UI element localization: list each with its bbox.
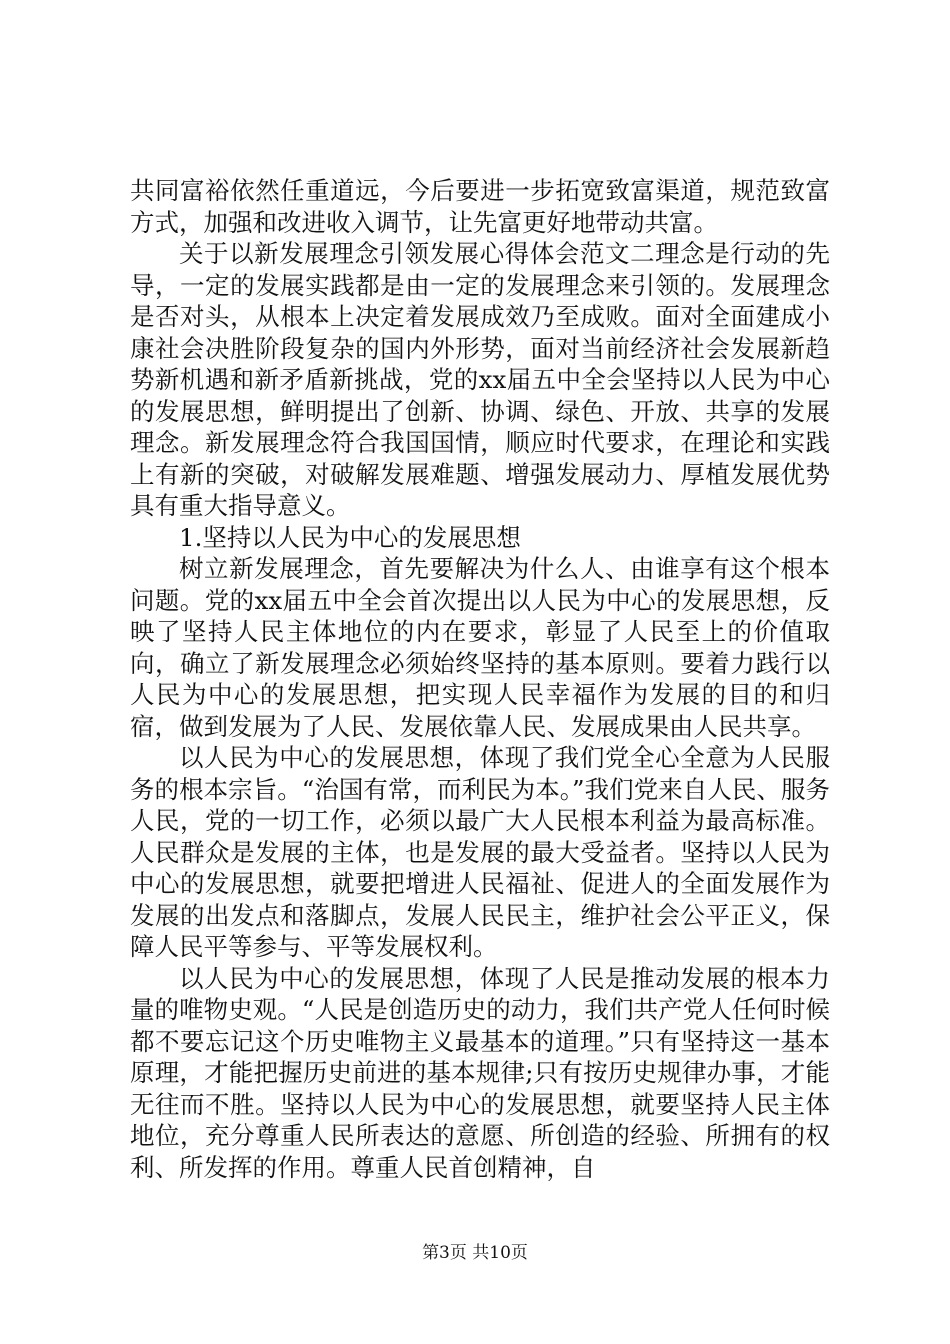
body-text: [130, 175, 830, 1183]
paragraph: 以人民为中心的发展思想，体现了人民是推动发展的根本力量的唯物史观。“人民是创造历史的动力，我们共产党人任何时候都不要忘记这个历史唯物主义最基本的道理。”只有坚持这一基本原理，才能把握历史前进的基本规律;只有按历史规律办事，才能无往而不胜。坚持以人民为中心的发展思想，就要坚持人民主体地位，充分尊重人民所表达的意愿、所创造的经验、所拥有的权利、所发挥的作用。尊重人民首创精神，自: [130, 963, 830, 1182]
paragraph: 以人民为中心的发展思想，体现了我们党全心全意为人民服务的根本宗旨。“治国有常，而利民为本。”我们党来自人民、服务人民，党的一切工作，必须以最广大人民根本利益为最高标准。人民群众是发展的主体，也是发展的最大受益者。坚持以人民为中心的发展思想，就要把增进人民福祉、促进人的全面发展作为发展的出发点和落脚点，发展人民民主，维护社会公平正义，保障人民平等参与、平等发展权利。: [130, 743, 830, 961]
paragraph-intro: 关于以新发展理念引领发展心得体会范文二理念是行动的先导，一定的发展实践都是由一定的发展理念来引领的。发展理念是否对头，从根本上决定着发展成效乃至成败。面对全面建成小康社会决胜阶段复杂的国内外形势，面对当前经济社会发展新趋势新机遇和新矛盾新挑战，党的xx届五中全会坚持以人民为中心的发展思想，鲜明提出了创新、协调、绿色、开放、共享的发展理念。新发展理念符合我国国情，顺应时代要求，在理论和实践上有新的突破，对破解发展难题、增强发展动力、厚植发展优势具有重大指导意义。: [130, 239, 830, 520]
page-number-footer: 第3页 共10页: [422, 1243, 528, 1263]
section-heading: 1.坚持以人民为中心的发展思想: [179, 522, 521, 552]
paragraph: 树立新发展理念，首先要解决为什么人、由谁享有这个根本问题。党的xx届五中全会首次提出以人民为中心的发展思想，反映了坚持人民主体地位的内在要求，彰显了人民至上的价值取向，确立了新发展理念必须始终坚持的基本原则。要着力践行以人民为中心的发展思想，把实现人民幸福作为发展的目的和归宿，做到发展为了人民、发展依靠人民、发展成果由人民共享。: [130, 554, 830, 741]
paragraph-continuation: 共同富裕依然任重道远，今后要进一步拓宽致富渠道，规范致富方式，加强和改进收入调节，让先富更好地带动共富。: [130, 176, 830, 237]
